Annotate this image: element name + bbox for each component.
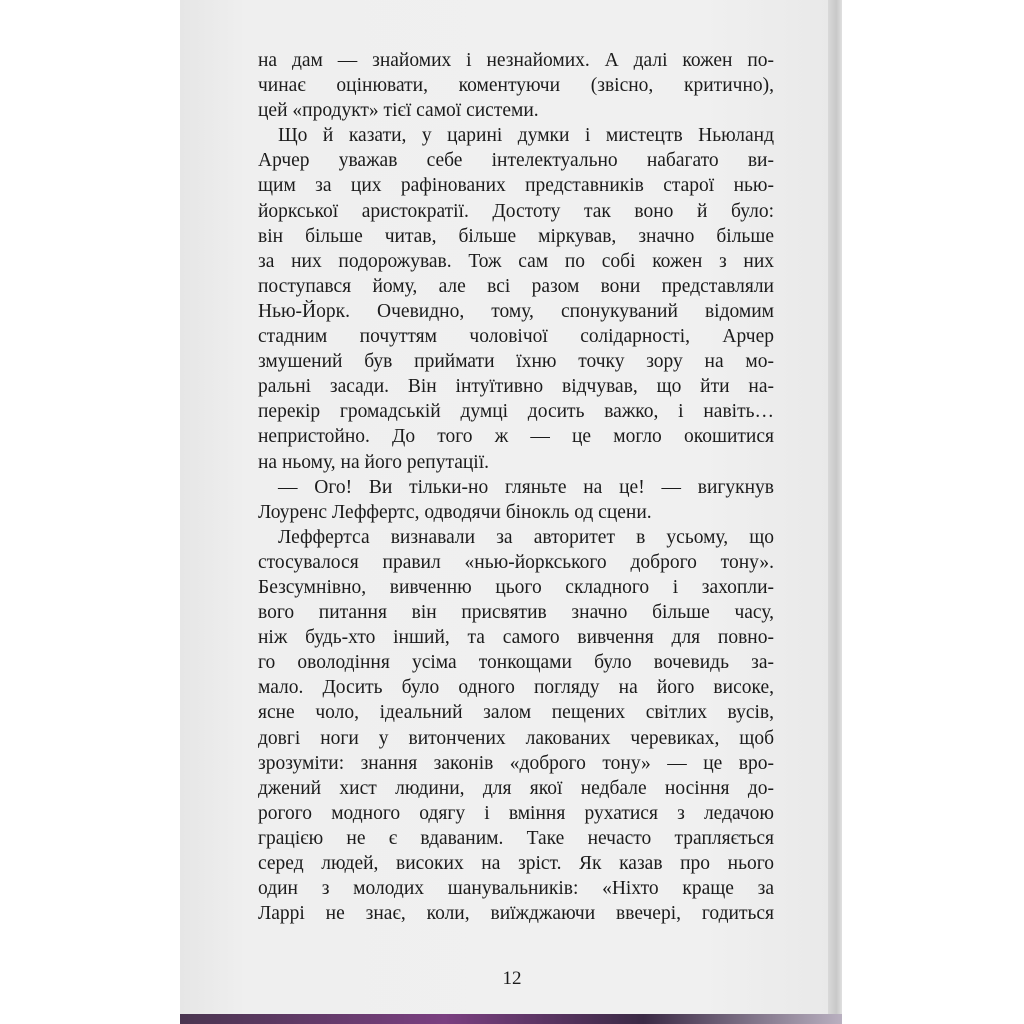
text-line: на дам — знайомих і незнайомих. А далі кожен по- <box>258 50 774 71</box>
text-line: перекір громадській думці досить важко, і навіть… <box>258 401 774 423</box>
text-line: Безсумнівно, вивченню цього складного і захопли- <box>258 576 774 598</box>
text-line: зрозуміти: знання законів «доброго тону» — це вро- <box>258 752 774 774</box>
text-line: ніж будь-хто інший, та самого вивчення для повно- <box>258 627 774 649</box>
text-line: поступався йому, але всі разом вони представляли <box>258 275 774 297</box>
text-line: Арчер уважав себе інтелектуально набагато ви- <box>258 150 774 172</box>
text-line: грацією не є вдаваним. Таке нечасто трапляється <box>258 827 774 849</box>
text-line: цей «продукт» тієї самої системи. <box>258 100 539 122</box>
text-line: Ларрі не знає, коли, виїжджаючи ввечері, годиться <box>258 903 774 925</box>
text-line: щим за цих рафінованих представників старої нью- <box>258 175 774 197</box>
text-line: один з молодих шанувальників: «Ніхто краще за <box>258 878 774 900</box>
text-line: ральні засади. Він інтуїтивно відчував, що йти на- <box>258 376 774 398</box>
text-line: серед людей, високих на зріст. Як казав про нього <box>258 853 774 874</box>
text-line: ясне чоло, ідеальний залом пещених світлих вусів, <box>258 702 774 724</box>
text-line: Лоуренс Леффертс, одводячи бінокль од сцени. <box>258 501 652 523</box>
text-line: рогого модного одягу і вміння рухатися з ледачою <box>258 802 774 824</box>
text-line: Леффертса визнавали за авторитет в усьому, що <box>278 526 774 548</box>
text-line: він більше читав, більше міркував, значно більше <box>258 225 774 247</box>
text-line: йоркської аристократії. Достоту так воно й було: <box>258 200 774 222</box>
text-line: змушений був приймати їхню точку зору на мо- <box>258 351 774 373</box>
book-cover-strip <box>180 1014 842 1024</box>
text-line: мало. Досить було одного погляду на його високе, <box>258 677 774 699</box>
text-line: чинає оцінювати, коментуючи (звісно, критично), <box>258 75 774 97</box>
text-line: Нью-Йорк. Очевидно, тому, спонукуваний відомим <box>258 300 774 322</box>
text-line: за них подорожував. Тож сам по собі кожен з них <box>258 250 774 272</box>
text-line: стадним почуттям чоловічої солідарності, Арчер <box>258 326 774 348</box>
text-line: — Ого! Ви тільки-но гляньте на це! — вигукнув <box>278 476 774 498</box>
text-line: джений хист людини, для якої недбале носіння до- <box>258 777 774 799</box>
page-edge-shadow <box>828 0 842 1016</box>
text-line: довгі ноги у витончених лакованих черевиках, щоб <box>258 727 774 749</box>
text-line: вого питання він присвятив значно більше часу, <box>258 602 774 624</box>
text-line: го оволодіння усіма тонкощами було вочевидь за- <box>258 652 774 674</box>
text-line: стосувалося правил «нью-йоркського доброго тону». <box>258 551 774 573</box>
page-number: 12 <box>502 968 522 989</box>
text-line: непристойно. До того ж — це могло окошитися <box>258 426 774 448</box>
text-line: на ньому, на його репутації. <box>258 451 490 473</box>
text-line: Що й казати, у царині думки і мистецтв Ньюланд <box>278 125 774 147</box>
body-text <box>258 48 774 926</box>
